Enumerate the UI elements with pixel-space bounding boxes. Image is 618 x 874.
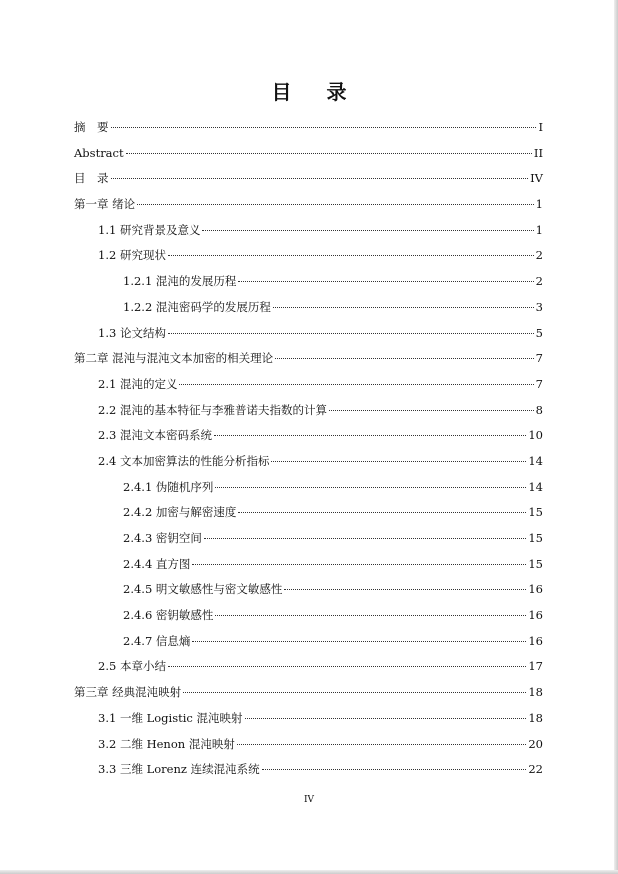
toc-entry[interactable] (74, 166, 543, 192)
toc-entry-label: 摘 要 (74, 120, 109, 134)
toc-entry-label: 2.4.5 明文敏感性与密文敏感性 (123, 582, 283, 597)
toc-entry[interactable] (74, 680, 543, 706)
toc-leader-dots (111, 177, 529, 179)
toc-entry-label: 2.5 本章小结 (98, 659, 166, 674)
toc-leader-dots (215, 614, 526, 616)
toc-entry-label: 2.4.3 密钥空间 (123, 531, 202, 545)
toc-entry-label: 2.4.4 直方图 (123, 556, 191, 571)
toc-entry-page: 18 (528, 685, 543, 700)
toc-entry-label: 2.4.2 加密与解密速度 (123, 505, 237, 520)
toc-entry-page: 5 (535, 325, 543, 340)
toc-entry[interactable] (74, 654, 543, 680)
toc-leader-dots (111, 126, 537, 128)
toc-leader-dots (168, 665, 526, 667)
toc-entry-page: 15 (528, 505, 543, 520)
toc-leader-dots (238, 280, 533, 282)
toc-entry-page: 2 (535, 248, 543, 263)
toc-entry[interactable] (74, 603, 543, 629)
page-edge-shadow-bottom (0, 870, 618, 874)
toc-entry[interactable] (74, 757, 543, 783)
toc-entry-label: 1.2 研究现状 (98, 248, 166, 263)
toc-leader-dots (192, 563, 526, 565)
toc-entry-page: 22 (528, 762, 543, 777)
toc-entry-label: 目 录 (74, 171, 109, 186)
toc-entry-page: 18 (528, 710, 543, 725)
toc-entry-page: 14 (528, 453, 543, 468)
toc-entry-page: 16 (528, 582, 543, 597)
toc-entry-label: 1.1 研究背景及意义 (98, 222, 201, 237)
toc-entry[interactable] (74, 192, 543, 218)
toc-entry-page: 2 (535, 274, 543, 289)
toc-entry[interactable] (74, 706, 543, 732)
toc-entry-page: 20 (528, 736, 543, 751)
toc-entry-page: 1 (535, 222, 543, 237)
toc-entry-page: 16 (528, 633, 543, 648)
toc-leader-dots (168, 254, 534, 256)
toc-leader-dots (202, 229, 533, 231)
toc-entry-label: 2.4 文本加密算法的性能分析指标 (98, 453, 270, 468)
toc-entry-label: 1.2.1 混沌的发展历程 (123, 274, 237, 289)
toc-entry-label: 2.1 混沌的定义 (98, 376, 178, 391)
toc-entry[interactable] (74, 372, 543, 398)
toc-entry[interactable] (74, 552, 543, 578)
toc-entry[interactable] (74, 475, 543, 501)
toc-entry-label: 3.1 一维 Logistic 混沌映射 (98, 710, 243, 725)
toc-entry[interactable] (74, 732, 543, 758)
toc-entry-label: 2.2 混沌的基本特征与李雅普诺夫指数的计算 (98, 402, 327, 417)
toc-leader-dots (245, 717, 527, 719)
toc-entry[interactable] (74, 269, 543, 295)
toc-entry-label: Abstract (74, 145, 124, 160)
toc-entry-label: 3.2 二维 Henon 混沌映射 (98, 736, 235, 751)
page-title: 目 录 (271, 80, 361, 104)
toc-leader-dots (204, 537, 526, 539)
toc-entry-label: 第三章 经典混沌映射 (74, 685, 182, 700)
toc-entry[interactable] (74, 346, 543, 372)
toc-entry-page: 17 (528, 659, 543, 674)
toc-entry[interactable] (74, 321, 543, 347)
toc-leader-dots (271, 460, 526, 462)
toc-entry-page: 3 (535, 299, 543, 314)
toc-entry-page: 1 (535, 197, 543, 212)
toc-leader-dots (137, 203, 534, 205)
page-edge-shadow (614, 0, 618, 874)
toc-entry[interactable] (74, 218, 543, 244)
toc-leader-dots (214, 434, 526, 436)
toc-entry-label: 2.4.1 伪随机序列 (123, 479, 214, 494)
toc-leader-dots (179, 383, 533, 385)
toc-leader-dots (273, 306, 534, 308)
toc-leader-dots (168, 332, 534, 334)
toc-entry[interactable] (74, 115, 543, 141)
toc-entry[interactable] (74, 423, 543, 449)
toc-entry[interactable] (74, 449, 543, 475)
toc-leader-dots (192, 640, 526, 642)
toc-entry[interactable] (74, 500, 543, 526)
toc-entry[interactable] (74, 577, 543, 603)
toc-leader-dots (238, 511, 526, 513)
toc-entry-page: 7 (535, 376, 543, 391)
toc-entry-label: 2.4.6 密钥敏感性 (123, 608, 214, 623)
toc-entry-label: 1.2.2 混沌密码学的发展历程 (123, 299, 271, 314)
toc-entry-page: 15 (528, 531, 543, 545)
toc-entry[interactable] (74, 629, 543, 655)
toc-entry-label: 第一章 绪论 (74, 197, 136, 212)
toc-leader-dots (215, 486, 526, 488)
toc-entry-page: I (538, 120, 543, 134)
toc-entry-page: 15 (528, 556, 543, 571)
toc-leader-dots (126, 152, 532, 154)
page-number-footer: IV (303, 795, 315, 805)
toc-entry[interactable] (74, 141, 543, 167)
toc-entry-page: 7 (535, 351, 543, 366)
toc-leader-dots (275, 357, 534, 359)
toc-entry-page: 16 (528, 608, 543, 623)
toc-entry[interactable] (74, 398, 543, 424)
toc-entry-page: IV (530, 171, 543, 186)
toc-leader-dots (237, 743, 527, 745)
toc-entry-page: 14 (528, 479, 543, 494)
toc-entry-label: 1.3 论文结构 (98, 325, 166, 340)
toc-leader-dots (183, 691, 526, 693)
toc-entry-label: 第二章 混沌与混沌文本加密的相关理论 (74, 351, 274, 366)
toc-entry[interactable] (74, 526, 543, 552)
table-of-contents (74, 115, 543, 783)
toc-leader-dots (262, 768, 527, 770)
toc-leader-dots (329, 409, 534, 411)
toc-entry-page: II (533, 145, 543, 160)
toc-entry[interactable] (74, 295, 543, 321)
toc-entry[interactable] (74, 243, 543, 269)
toc-entry-label: 2.3 混沌文本密码系统 (98, 428, 212, 443)
toc-entry-label: 2.4.7 信息熵 (123, 633, 191, 648)
toc-entry-page: 8 (535, 402, 543, 417)
toc-leader-dots (284, 588, 526, 590)
toc-entry-page: 10 (528, 428, 543, 443)
toc-entry-label: 3.3 三维 Lorenz 连续混沌系统 (98, 762, 260, 777)
